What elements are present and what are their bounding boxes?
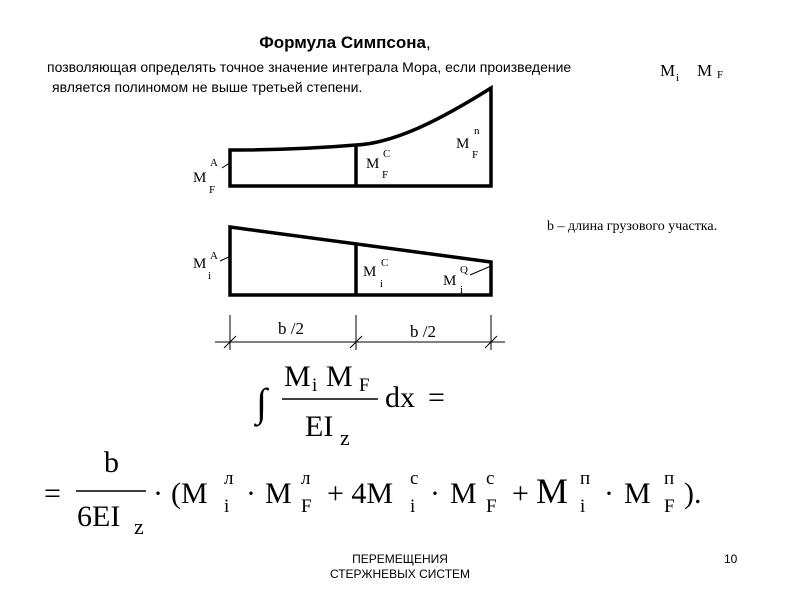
f2-s3-sub: i xyxy=(410,496,416,517)
subtitle-line-2: является полиномом не выше третьей степени. xyxy=(52,79,363,95)
dimension-label-left: b /2 xyxy=(278,319,304,338)
f1-den: EI xyxy=(305,410,334,443)
f2-s2-sub: F xyxy=(301,496,312,517)
f2-s4-sup: с xyxy=(486,468,495,489)
mi-right-base: M xyxy=(443,273,457,289)
mf-mid-sub: F xyxy=(382,169,389,181)
mi-right-leader xyxy=(470,266,491,275)
mf-right-sub: F xyxy=(472,149,479,161)
cargo-section-note: b – длина грузового участка. xyxy=(547,219,718,234)
title-comma: , xyxy=(426,33,431,52)
mi-right-sub: i xyxy=(460,284,464,296)
mi-mid-sub: i xyxy=(380,278,384,290)
f2-s3-sup: с xyxy=(410,468,419,489)
mf-right-base: M xyxy=(456,136,470,152)
mf-left-sub: F xyxy=(209,184,216,196)
f2-dot-2: · xyxy=(246,477,256,510)
mi-left-sup: A xyxy=(210,250,218,262)
f1-num-m1: M xyxy=(284,360,311,393)
f2-s6-sup: п xyxy=(664,468,675,489)
page-number: 10 xyxy=(724,552,738,566)
mf-mid-base: M xyxy=(366,156,380,172)
dimension-line xyxy=(215,315,505,350)
f2-m-6: M xyxy=(624,477,651,510)
mi-left-base: M xyxy=(193,256,207,272)
f1-num-i: i xyxy=(312,375,318,396)
mf-right-sup: n xyxy=(474,125,480,137)
f2-plus-4m: + 4M xyxy=(327,477,394,510)
integral-sign: ∫ xyxy=(256,380,267,425)
mi-right-sup: Q xyxy=(460,264,468,276)
footer-line-2: СТЕРЖНЕВЫХ СИСТЕМ xyxy=(329,567,471,581)
f2-close: ). xyxy=(684,477,702,510)
product-f: F xyxy=(717,69,724,81)
product-m1: M xyxy=(660,61,676,80)
product-i: i xyxy=(676,72,680,84)
f1-num-f: F xyxy=(359,375,370,396)
mi-mid-base: M xyxy=(363,264,377,280)
diagram-mf-outline xyxy=(230,88,491,186)
f2-dot-1: · xyxy=(153,477,163,510)
f2-eq: = xyxy=(44,477,61,510)
footer xyxy=(250,552,550,582)
mi-mid-sup: C xyxy=(381,257,389,269)
mf-left-base: M xyxy=(193,170,207,186)
f2-dot-4: · xyxy=(604,477,614,510)
f2-plus: + xyxy=(512,477,529,510)
f2-m-2: M xyxy=(265,477,292,510)
f2-m-4: M xyxy=(450,477,477,510)
f2-num: b xyxy=(104,446,119,479)
formula-integral xyxy=(253,360,445,450)
f2-dot-3: · xyxy=(430,477,440,510)
mi-left-sub: i xyxy=(208,270,212,282)
f2-den-sub: z xyxy=(134,514,144,539)
f2-s5-sup: п xyxy=(580,468,591,489)
f1-eq: = xyxy=(428,381,445,414)
f2-den: 6EI xyxy=(77,500,121,533)
diagram-mf xyxy=(230,88,491,186)
f2-big-m: M xyxy=(536,471,569,511)
f1-dx: dx xyxy=(385,381,415,414)
f1-num-m2: M xyxy=(326,360,353,393)
f2-s1-sup: л xyxy=(224,468,234,489)
f2-s2-sup: л xyxy=(301,468,311,489)
formula-simpson xyxy=(44,446,702,539)
f2-open-m: (M xyxy=(171,477,208,510)
subtitle-line-1: позволяющая определять точное значение интеграла Мора, если произведение xyxy=(47,59,572,75)
product-m2: M xyxy=(697,61,713,80)
title-bold: Формула Симпсона xyxy=(259,33,426,52)
product-label xyxy=(660,61,723,84)
f2-s4-sub: F xyxy=(486,496,497,517)
f1-den-sub: z xyxy=(340,425,350,450)
mf-mid-sup: C xyxy=(383,148,391,160)
mf-left-sup: A xyxy=(210,157,218,169)
dimension-label-right: b /2 xyxy=(410,322,436,341)
f2-s1-sub: i xyxy=(224,496,230,517)
footer-line-1: ПЕРЕМЕЩЕНИЯ xyxy=(352,552,448,566)
f2-s6-sub: F xyxy=(664,496,675,517)
f2-s5-sub: i xyxy=(580,496,586,517)
